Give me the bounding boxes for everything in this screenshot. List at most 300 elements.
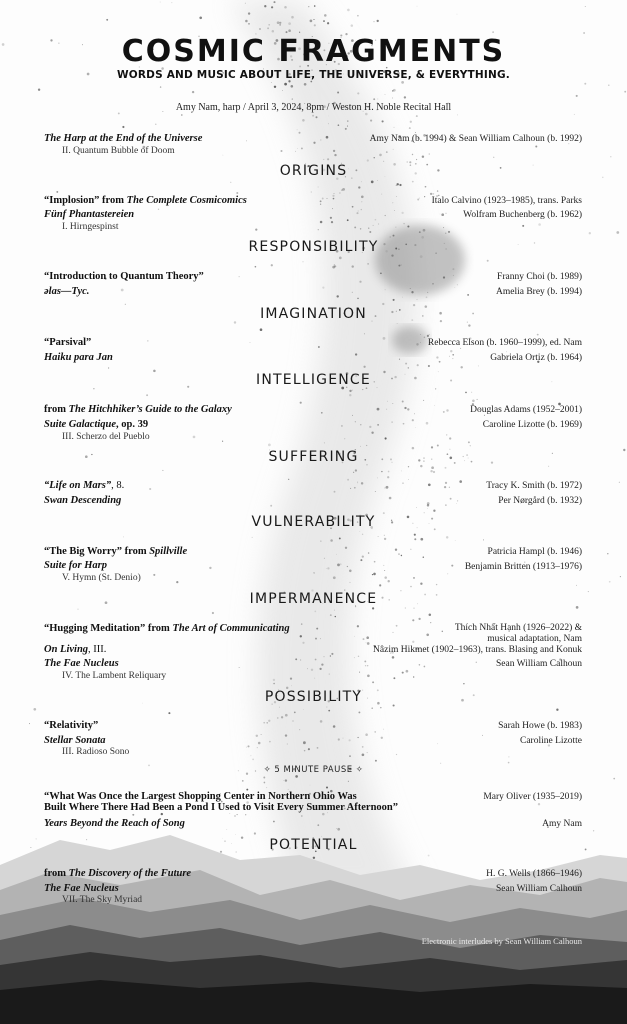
star (417, 199, 419, 201)
star (328, 123, 329, 124)
star (239, 667, 240, 668)
star (401, 264, 402, 265)
star (548, 466, 549, 467)
star (234, 815, 236, 817)
star (410, 586, 412, 588)
star (417, 364, 419, 366)
star (352, 265, 354, 267)
star (259, 28, 261, 30)
star (357, 15, 359, 17)
star (314, 573, 315, 574)
star (343, 738, 344, 739)
star (321, 663, 323, 665)
star (392, 403, 393, 404)
star (347, 566, 348, 567)
star (383, 565, 384, 566)
star (323, 159, 324, 160)
star (470, 445, 471, 446)
star (453, 358, 454, 359)
star (576, 95, 578, 97)
star (121, 289, 124, 292)
star (445, 467, 447, 469)
star (301, 815, 303, 817)
star (383, 729, 384, 730)
star (426, 296, 428, 298)
star (385, 289, 386, 290)
star (589, 232, 591, 234)
star (365, 113, 368, 116)
star (387, 476, 389, 478)
star (360, 446, 361, 447)
star (483, 539, 484, 540)
star (337, 92, 339, 94)
star (419, 231, 421, 233)
star (574, 114, 575, 115)
star (349, 394, 351, 396)
star (463, 683, 464, 684)
star (347, 479, 349, 481)
opening-credit: Amy Nam (b. 1994) & Sean William Calhoun (b. 1992) (369, 134, 582, 144)
star (401, 81, 404, 84)
star (371, 181, 374, 184)
star (295, 775, 298, 778)
star (607, 553, 608, 554)
star (155, 124, 156, 125)
potential-work-1-credit: H. G. Wells (1866–1946) (486, 869, 582, 879)
star (385, 215, 386, 216)
imagination-work-1-title: “Parsival” (44, 337, 92, 348)
star (468, 324, 470, 326)
star (364, 660, 366, 662)
star (78, 609, 79, 610)
star (337, 828, 340, 831)
star (168, 712, 170, 714)
star (327, 22, 329, 24)
star (360, 559, 362, 561)
star (352, 292, 353, 293)
star (428, 483, 431, 486)
star (429, 153, 431, 155)
star (453, 275, 454, 276)
star (314, 24, 316, 26)
star (457, 500, 458, 501)
star (320, 541, 321, 542)
star (537, 334, 539, 336)
star (383, 161, 384, 162)
star (367, 665, 368, 666)
star (447, 574, 448, 575)
star (410, 549, 411, 550)
star (396, 196, 397, 197)
star (535, 145, 537, 147)
star (345, 547, 347, 549)
star (419, 198, 420, 199)
star (327, 707, 328, 708)
after-pause-work-1-title-line-1: “What Was Once the Largest Shopping Center in Northern Ohio Was (44, 791, 357, 802)
star (362, 534, 363, 535)
star (266, 722, 267, 723)
star (413, 577, 415, 579)
star (409, 127, 411, 129)
star (245, 3, 246, 4)
star (255, 266, 257, 268)
star (336, 828, 337, 829)
star (401, 555, 402, 556)
star (355, 421, 356, 422)
star (433, 510, 435, 512)
after-pause-work-2-credit: Amy Nam (542, 819, 582, 829)
star (388, 471, 390, 473)
star (347, 219, 349, 221)
star (235, 834, 236, 835)
star (427, 508, 428, 509)
section-heading-origins: ORIGINS (279, 163, 348, 179)
star (370, 120, 372, 122)
star (381, 194, 382, 195)
star (407, 225, 409, 227)
star (401, 212, 403, 214)
star (239, 276, 240, 277)
star (449, 487, 450, 488)
star (300, 659, 301, 660)
star (237, 814, 238, 815)
star (446, 536, 448, 538)
star (373, 573, 376, 576)
star (424, 337, 426, 339)
star (402, 482, 404, 484)
star (260, 328, 263, 331)
star (374, 731, 376, 733)
star (404, 407, 406, 409)
star (263, 722, 265, 724)
star (467, 294, 469, 296)
impermanence-work-3-title: The Fae Nucleus (44, 658, 119, 669)
star (442, 631, 443, 632)
star (613, 778, 615, 780)
imagination-work-2-credit: Gabriela Ortiz (b. 1964) (490, 353, 582, 363)
star (593, 830, 594, 831)
star (222, 441, 223, 442)
possibility-work-1-credit: Sarah Howe (b. 1983) (498, 721, 582, 731)
star (282, 90, 283, 91)
origins-work-2-credit: Wolfram Buchenberg (b. 1962) (463, 210, 582, 220)
star (366, 636, 369, 639)
star (362, 753, 365, 756)
star (316, 116, 318, 118)
star (610, 156, 611, 157)
star (176, 581, 178, 583)
vulnerability-work-2-title: Suite for Harp (44, 560, 108, 571)
star (394, 210, 395, 211)
suffering-work-1-credit: Tracy K. Smith (b. 1972) (486, 481, 582, 491)
star (412, 419, 414, 421)
star (620, 576, 621, 577)
star (354, 487, 356, 489)
star (318, 346, 320, 348)
star (414, 538, 416, 540)
star (292, 720, 293, 721)
star (377, 99, 378, 100)
star (320, 720, 323, 723)
star (361, 482, 363, 484)
star (333, 576, 336, 579)
star (437, 190, 438, 191)
star (411, 291, 413, 293)
star (423, 229, 426, 232)
star (304, 750, 306, 752)
responsibility-work-1-credit: Franny Choi (b. 1989) (497, 272, 582, 282)
potential-work-1-title: from The Discovery of the Future (44, 868, 192, 879)
star (392, 202, 393, 203)
star (371, 707, 373, 709)
star (427, 504, 429, 506)
star (378, 223, 379, 224)
section-heading-responsibility: RESPONSIBILITY (248, 239, 379, 255)
star (336, 295, 338, 297)
star (333, 198, 335, 200)
page-subtitle: WORDS AND MUSIC ABOUT LIFE, THE UNIVERSE, & EVERYTHING. (116, 69, 510, 81)
star (341, 189, 342, 190)
impermanence-work-1-credit-line-2: musical adaptation, Nam (487, 634, 582, 644)
star (132, 814, 134, 816)
star (440, 763, 441, 764)
star (624, 91, 626, 93)
star (492, 31, 494, 33)
star (246, 747, 247, 748)
star (354, 226, 356, 228)
star (261, 734, 262, 735)
star (331, 653, 333, 655)
star (307, 668, 308, 669)
star (452, 354, 454, 356)
star (445, 233, 447, 235)
star (358, 711, 360, 713)
opening-work-title: The Harp at the End of the Universe (44, 133, 203, 144)
star (334, 491, 336, 493)
star (448, 231, 450, 233)
impermanence-work-3-credit: Sean William Calhoun (496, 659, 582, 669)
star (308, 748, 310, 750)
star (312, 115, 314, 117)
star (258, 742, 261, 745)
star (393, 299, 395, 301)
star (315, 659, 317, 661)
star (375, 760, 377, 762)
star (619, 482, 620, 483)
star (193, 436, 196, 439)
suffering-work-2-title: Swan Descending (44, 495, 122, 506)
star (314, 5, 316, 7)
section-heading-imagination: IMAGINATION (260, 306, 367, 322)
star (264, 5, 266, 7)
star (354, 657, 355, 658)
intelligence-work-2-movement: III. Scherzo del Pueblo (62, 432, 150, 442)
star (460, 348, 461, 349)
star (246, 140, 247, 141)
star (334, 264, 335, 265)
star (359, 281, 361, 283)
potential-work-2-title: The Fae Nucleus (44, 883, 119, 894)
star (248, 23, 249, 24)
star (395, 548, 397, 550)
star (302, 119, 305, 122)
intelligence-work-1-title: from The Hitchhiker’s Guide to the Galaxy (44, 404, 232, 415)
star (412, 181, 414, 183)
star (288, 29, 291, 32)
star (428, 365, 430, 367)
star (290, 678, 292, 680)
star (273, 1, 275, 3)
star (270, 505, 272, 507)
star (341, 425, 343, 427)
star (281, 716, 283, 718)
star (333, 150, 335, 152)
star (277, 21, 280, 24)
star (297, 129, 298, 130)
star (384, 570, 385, 571)
star (303, 741, 306, 744)
star (291, 685, 292, 686)
star (328, 710, 330, 712)
star (252, 759, 254, 761)
star (443, 227, 444, 228)
star (268, 444, 271, 447)
star (408, 466, 409, 467)
star (284, 83, 287, 86)
star (426, 634, 429, 637)
star (160, 86, 161, 87)
star (379, 584, 381, 586)
suffering-work-1-title: “Life on Mars”, 8. (44, 480, 125, 491)
section-heading-intelligence: INTELLIGENCE (256, 372, 371, 388)
star (445, 504, 446, 505)
star (396, 185, 397, 186)
star (393, 632, 394, 633)
star (285, 779, 287, 781)
star (334, 154, 336, 156)
star (616, 231, 619, 234)
star (330, 217, 332, 219)
star (387, 401, 388, 402)
star (436, 584, 437, 585)
star (449, 437, 451, 439)
star (401, 471, 402, 472)
star (223, 155, 224, 156)
star (439, 361, 441, 363)
star (149, 488, 151, 490)
star (412, 154, 413, 155)
star (357, 92, 359, 94)
star (314, 678, 315, 679)
star (280, 150, 282, 152)
star (313, 142, 315, 144)
star (320, 638, 321, 639)
star (285, 714, 288, 717)
star (299, 132, 301, 134)
imagination-work-1-credit: Rebecca Elson (b. 1960–1999), ed. Nam (427, 338, 582, 348)
star (311, 669, 313, 671)
star (301, 623, 302, 624)
star (268, 720, 270, 722)
star (330, 655, 331, 656)
star (368, 228, 369, 229)
star (427, 335, 429, 337)
star (172, 2, 173, 3)
star (348, 781, 349, 782)
star (339, 257, 342, 260)
star (459, 480, 462, 483)
star (452, 268, 454, 270)
star (367, 642, 370, 645)
star (430, 470, 432, 472)
star (355, 353, 357, 355)
star (422, 155, 424, 157)
star (372, 574, 373, 575)
star (396, 625, 398, 627)
star (337, 564, 340, 567)
star (382, 120, 384, 122)
vulnerability-work-1-title: “The Big Worry” from Spillville (44, 546, 188, 557)
potential-work-2-movement: VII. The Sky Myriad (62, 895, 143, 905)
star (361, 181, 362, 182)
star (358, 211, 359, 212)
star (393, 149, 394, 150)
star (357, 298, 359, 300)
section-heading-vulnerability: VULNERABILITY (251, 514, 376, 530)
star (317, 747, 319, 749)
star (420, 255, 423, 258)
star (108, 367, 109, 368)
star (576, 585, 577, 586)
star (362, 555, 364, 557)
impermanence-work-2-credit: Nâzim Hikmet (1902–1963), trans. Blasing and Konuk (373, 645, 582, 655)
star (428, 855, 430, 857)
star (339, 537, 341, 539)
star (416, 115, 418, 117)
star (271, 264, 273, 266)
star (415, 132, 416, 133)
star (383, 337, 386, 340)
star (382, 303, 384, 305)
star (420, 334, 421, 335)
star (291, 85, 294, 88)
star (585, 6, 586, 7)
star (385, 94, 386, 95)
star (369, 426, 371, 428)
star (392, 90, 393, 91)
star (450, 350, 452, 352)
star (430, 622, 431, 623)
star (263, 777, 265, 779)
star (380, 272, 382, 274)
star (443, 411, 445, 413)
impermanence-work-2-title: On Living, III. (44, 644, 107, 655)
star (440, 214, 441, 215)
star (209, 567, 211, 569)
star (93, 388, 94, 389)
star (477, 399, 478, 400)
star (389, 497, 392, 500)
star (374, 157, 375, 158)
star (367, 674, 370, 677)
star (349, 755, 351, 757)
star (374, 561, 376, 563)
star (181, 114, 183, 116)
star (359, 531, 360, 532)
star (445, 213, 446, 214)
star (299, 729, 300, 730)
star (373, 98, 375, 100)
